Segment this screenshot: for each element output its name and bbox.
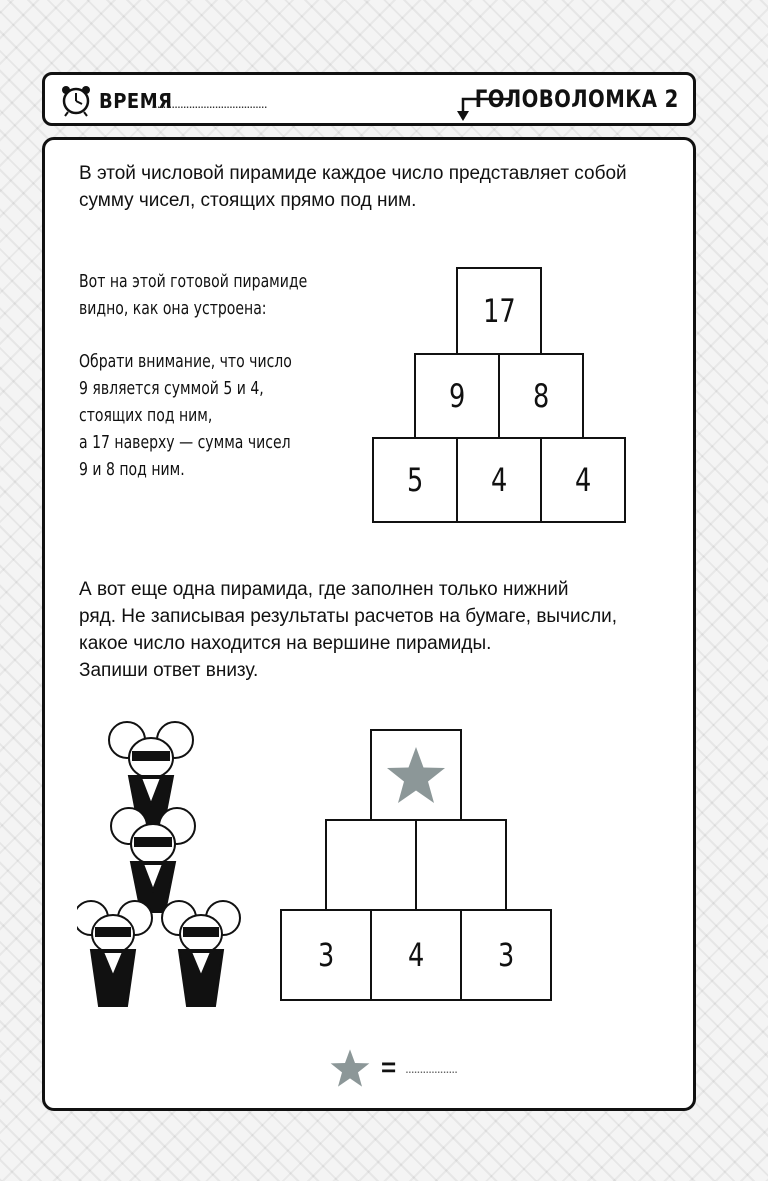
example-middle-cell: 9 [414, 353, 500, 439]
explanation-line: а 17 наверху — сумма чисел [79, 432, 291, 453]
puzzle-title: ГОЛОВОЛОМКА 2 [475, 85, 679, 113]
example-explanation [79, 348, 336, 483]
task-text [79, 576, 679, 684]
mouse-icon [111, 808, 195, 912]
star-icon [329, 1048, 371, 1088]
example-bottom-cell: 4 [456, 437, 542, 523]
example-note: Вот на этой готовой пирамиде видно, как она устроена: [79, 271, 308, 319]
example-bottom-cell: 4 [540, 437, 626, 523]
puzzle-card [42, 137, 696, 1111]
task-bottom-cell: 3 [280, 909, 372, 1001]
task-line: Запиши ответ внизу. [79, 660, 259, 681]
task-bottom-cell: 4 [370, 909, 462, 1001]
mouse-icon [77, 901, 152, 1006]
explanation-line: 9 является суммой 5 и 4, [79, 378, 264, 399]
answer-row [329, 1046, 509, 1090]
task-line: А вот еще одна пирамида, где заполнен только нижний [79, 579, 569, 600]
time-answer-line[interactable]: ........................................ [151, 95, 267, 111]
example-top-cell: 17 [456, 267, 542, 355]
alarm-clock-icon [59, 83, 93, 117]
answer-blank[interactable]: .................. [405, 1060, 458, 1076]
task-top-cell [370, 729, 462, 821]
explanation-line: Обрати внимание, что число [79, 351, 292, 372]
equals-sign: = [381, 1052, 397, 1082]
task-bottom-cell: 3 [460, 909, 552, 1001]
task-line: какое число находится на вершине пирамиды. [79, 633, 492, 654]
example-bottom-cell: 5 [372, 437, 458, 523]
explanation-line: 9 и 8 под ним. [79, 459, 185, 480]
mouse-icon [162, 901, 240, 1006]
task-middle-cell[interactable] [415, 819, 507, 911]
time-label: ВРЕМЯ [99, 89, 173, 113]
mice-acrobats-illustration [77, 718, 277, 1018]
intro-text: В этой числовой пирамиде каждое число представляет собой сумму чисел, стоящих прямо под ним. [79, 163, 627, 211]
task-middle-cell[interactable] [325, 819, 417, 911]
star-icon [385, 745, 447, 805]
header-bar [42, 72, 696, 126]
example-middle-cell: 8 [498, 353, 584, 439]
explanation-line: стоящих под ним, [79, 405, 213, 426]
task-line: ряд. Не записывая результаты расчетов на бумаге, вычисли, [79, 606, 618, 627]
